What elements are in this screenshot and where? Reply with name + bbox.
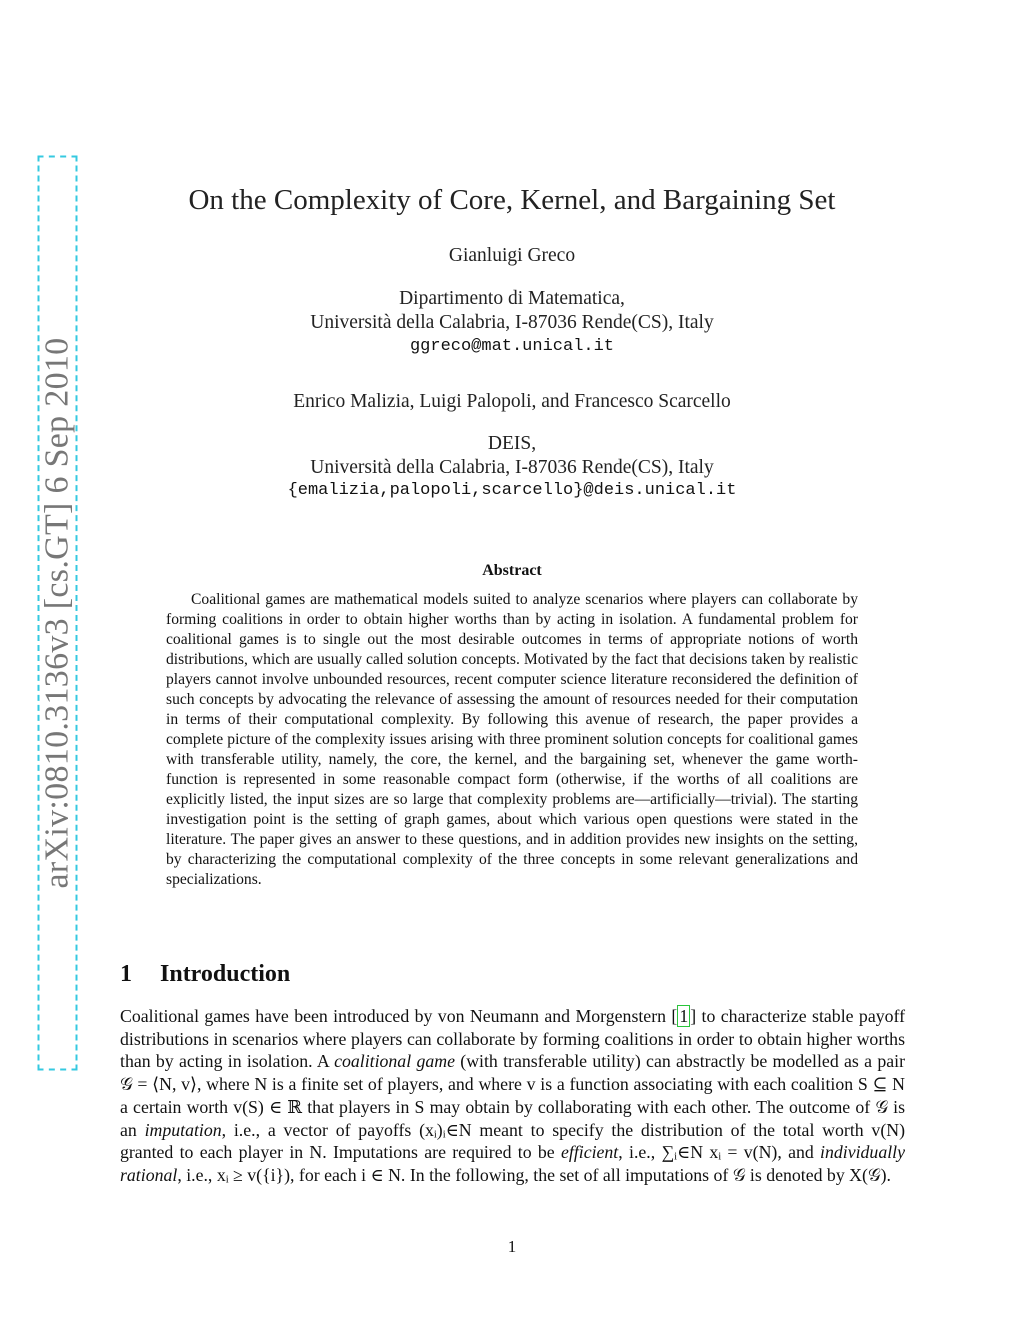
page-number: 1 xyxy=(507,1237,517,1256)
abstract-heading: Abstract xyxy=(482,562,542,579)
section-heading xyxy=(120,961,290,988)
intro-text-part: (with transferable utility) can abstractly be modelled as a pair 𝒢 = ⟨N, v⟩, where N is a finite set of players, and where v is a function associating with each coalition S ⊆ N a certain worth v(S) ∈ ℝ that players in S may obtain by collaborating with each other. The outcome of 𝒢 is an xyxy=(120,1051,905,1140)
term-efficient: efficient xyxy=(560,1142,619,1163)
affiliation-2-line1: DEIS, xyxy=(487,433,537,454)
term-individually-rational: individually rational xyxy=(120,1142,905,1185)
author-names-2: Enrico Malizia, Luigi Palopoli, and Francesco Scarcello xyxy=(293,391,731,412)
paper-title: On the Complexity of Core, Kernel, and Bargaining Set xyxy=(188,184,836,216)
abstract-paragraph: Coalitional games are mathematical models suited to analyze scenarios where players can collaborate by forming coalitions in order to obtain higher worths than by acting in isolation. A fundamental problem for coalitional games is to single out the most desirable outcomes in terms of appropriate notions of worth distributions, which are usually called solution concepts. Motivated by the fact that decisions taken by realistic players cannot involve unbounded resources, recent computer science literature reconsidered the definition of such concepts by advocating the relevance of assessing the amount of resources needed for their computation in terms of their computational complexity. By following this avenue of research, the paper provides a complete picture of the complexity issues arising with three prominent solution concepts for coalitional games with transferable utility, namely, the core, the kernel, and the bargaining set, whenever the game worth-function is represented in some reasonable compact form (otherwise, if the worths of all coalitions are explicitly listed, the input sizes are so large that complexity problems are—artificially—trivial). The starting investigation point is the setting of graph games, about which various open questions were stated in the literature. The paper gives an answer to these questions, and in addition provides new insights on the setting, by characterizing the computational complexity of the three concepts in some relevant generalizations and specializations. xyxy=(166,591,858,888)
introduction-body xyxy=(120,1005,905,1187)
author-email-2[interactable]: {emalizia,palopoli,scarcello}@deis.unical.it xyxy=(287,481,737,500)
author-email-1[interactable]: ggreco@mat.unical.it xyxy=(409,337,615,356)
arxiv-identifier-stamp: arXiv:0810.3136v3 [cs.GT] 6 Sep 2010 xyxy=(38,156,78,1071)
introduction-paragraph: Coalitional games have been introduced by von Neumann and Morgenstern [ 1 ] to characterize stable payoff distributions in scenarios where players can collaborate by forming coalitions in order to obtain higher worths than by acting in isolation. A coalitional game (with transferable utility) can abstractly be modelled as a pair 𝒢 = ⟨N, v⟩, where N is a finite set of players, and where v is a function associating with each coalition S ⊆ N a certain worth v(S) ∈ ℝ that players in S may obtain by collaborating with each other. The outcome of 𝒢 is an imputation, i.e., a vector of payoffs (xᵢ)ᵢ∈N meant to specify the distribution of the total worth v(N) granted to each player in N. Imputations are required to be efficient, i.e., ∑ᵢ∈N xᵢ = v(N), and individually rational, i.e., xᵢ ≥ v({i}), for each i ∈ N. In the following, the set of all imputations of 𝒢 is denoted by X(𝒢). xyxy=(120,1006,906,1185)
intro-text-part: , i.e., ∑ᵢ∈N xᵢ = v(N), and xyxy=(618,1142,821,1163)
citation-link[interactable]: 1 xyxy=(679,1006,689,1026)
affiliation-1-line2: Università della Calabria, I-87036 Rende(CS), Italy xyxy=(310,312,714,333)
author-names-1: Gianluigi Greco xyxy=(448,245,576,266)
section-title: Introduction xyxy=(160,961,291,987)
term-coalitional-game: coalitional game xyxy=(334,1051,455,1072)
term-imputation: imputation xyxy=(144,1119,222,1140)
abstract-body xyxy=(166,590,858,890)
affiliation-2-line2: Università della Calabria, I-87036 Rende(CS), Italy xyxy=(310,457,714,478)
section-number: 1 xyxy=(120,961,132,987)
intro-text-part: Coalitional games have been introduced by von Neumann and Morgenstern xyxy=(120,1006,672,1026)
intro-text-part: , i.e., xᵢ ≥ v({i}), for each i ∈ N. In the following, the set of all imputations of 𝒢 is denoted by X(𝒢). xyxy=(177,1164,891,1185)
intro-text-part: , i.e., a vector of payoffs (xᵢ)ᵢ∈N meant to specify the distribution of the total worth v(N) granted to each player in N. Imputations are required to be xyxy=(120,1119,906,1163)
affiliation-1-line1: Dipartimento di Matematica, xyxy=(399,288,625,309)
intro-text-part: to characterize stable payoff distributions in scenarios where players can collaborate by forming coalitions in order to obtain higher worths than by acting in isolation. A xyxy=(120,1006,906,1072)
